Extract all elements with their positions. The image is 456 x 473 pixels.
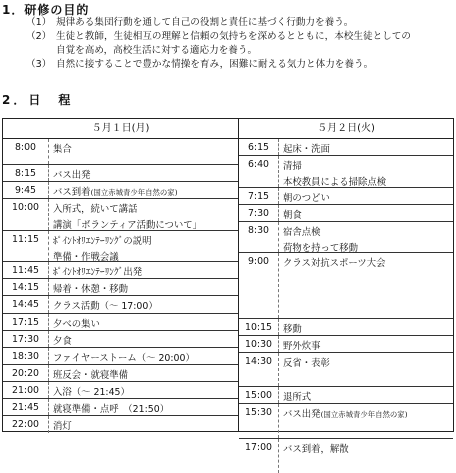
schedule-row [3, 382, 238, 399]
schedule-row [3, 165, 238, 182]
purpose-item-line: 自覚を高め，高校生活に対する適応力を養う。 [56, 45, 258, 56]
schedule-row [3, 314, 238, 331]
schedule-event-text: クラス対抗スポーツ大会 [283, 258, 386, 270]
schedule-event-note: (国立赤城青少年自然の家) [90, 188, 178, 198]
schedule-event-text: 講演「ボランティア活動について」 [53, 220, 203, 232]
schedule-event-text: 本校教員による掃除点検 [283, 177, 387, 189]
purpose-item-number: （1） [26, 17, 52, 28]
schedule-row [3, 399, 238, 416]
schedule-time: 9:00 [239, 253, 279, 318]
schedule-event-line [53, 202, 236, 218]
day-2-column [239, 139, 453, 455]
schedule-row [3, 279, 238, 296]
schedule-event [53, 199, 236, 234]
schedule-event-line [53, 142, 236, 158]
purpose-item-number: （2） [26, 31, 52, 42]
schedule-row [239, 336, 453, 353]
schedule-time: 21:45 [3, 399, 49, 415]
purpose-item-2 [0, 30, 456, 58]
schedule-time: 10:15 [239, 319, 279, 335]
schedule-row [239, 387, 453, 404]
schedule-row [239, 404, 453, 438]
schedule-event-text: 移動 [283, 323, 302, 335]
day-1-column [3, 139, 239, 431]
schedule-event-text: 入所式，続いて講話 [53, 204, 138, 216]
purpose-item-number: （3） [26, 59, 52, 70]
schedule-row [3, 365, 238, 382]
schedule-event-line [283, 225, 451, 241]
schedule-event-text: ファイヤーストーム（～ 20:00） [53, 352, 195, 364]
purpose-item-line: 規律ある集団行動を通して自己の役割と責任に基づく行動力を養う。 [56, 17, 354, 28]
schedule-event-text: ﾎﾟｲﾝﾄｵﾘｴﾝﾃｰﾘﾝｸﾞ出発 [53, 267, 143, 279]
day-1-header: ５月１日(月) [3, 119, 239, 139]
schedule-row [239, 205, 453, 222]
schedule-event [283, 156, 451, 191]
schedule-event-text: 荷物を持って移動 [283, 242, 359, 254]
schedule-event-text: 就寝準備・点呼 （21:50） [53, 404, 170, 416]
section-2-title: 2．日 程 [2, 93, 74, 107]
schedule-event-line [283, 407, 451, 423]
schedule-time: 17:15 [3, 314, 49, 330]
schedule-event-text: 朝食 [283, 209, 302, 221]
schedule-event-text: 反省・表彰 [283, 358, 330, 370]
schedule-event-text: 夕べの集い [53, 318, 100, 330]
schedule-time: 20:20 [3, 365, 49, 381]
schedule-event [283, 353, 451, 372]
section-1-title: 1．研修の目的 [2, 3, 90, 17]
schedule-time: 21:00 [3, 382, 49, 398]
schedule-event-text: 野外炊事 [283, 341, 321, 353]
schedule-event-text: 夕食 [53, 335, 72, 347]
schedule-time: 7:15 [239, 188, 279, 204]
schedule-event-line [283, 356, 451, 372]
schedule-row [3, 231, 238, 263]
schedule-event-line [283, 159, 451, 175]
schedule-time: 9:45 [3, 182, 49, 198]
schedule-event-text: 班反会・就寝準備 [53, 369, 129, 381]
schedule-time: 10:00 [3, 199, 49, 230]
schedule-event-text: 帰着・休憩・移動 [53, 284, 129, 296]
schedule-event [283, 222, 451, 257]
schedule-event-text: バス出発 [53, 170, 91, 182]
schedule-row [239, 156, 453, 188]
schedule-time: 14:15 [3, 279, 49, 295]
purpose-item-line: 自然に接することで豊かな情操を育み，困難に耐える気力と体力を養う。 [56, 59, 374, 70]
schedule-row [3, 296, 238, 313]
schedule-row [239, 319, 453, 336]
schedule-time: 10:30 [239, 336, 279, 352]
purpose-item-1 [0, 16, 456, 30]
schedule-event-line [283, 256, 451, 272]
schedule-time: 15:30 [239, 404, 279, 437]
schedule-event-text: バス出発 [283, 409, 321, 421]
schedule-event [53, 416, 236, 435]
schedule-time: 8:00 [3, 139, 49, 164]
schedule-time: 17:00 [239, 439, 279, 473]
schedule-event-text: 退所式 [283, 392, 312, 404]
schedule-row [3, 348, 238, 365]
schedule-event-text: ﾎﾟｲﾝﾄｵﾘｴﾝﾃｰﾘﾝｸﾞの説明 [53, 235, 152, 247]
schedule-time: 6:15 [239, 139, 279, 155]
schedule-event [283, 404, 451, 423]
schedule-time: 11:45 [3, 262, 49, 278]
schedule-event [283, 253, 451, 272]
schedule-time: 14:30 [239, 353, 279, 386]
schedule-event-note: (国立赤城青少年自然の家) [320, 410, 408, 420]
schedule-row [3, 139, 238, 165]
schedule-time: 8:15 [3, 165, 49, 181]
schedule-row [239, 139, 453, 156]
schedule-event [53, 231, 236, 266]
schedule-event-text: バス到着 [53, 187, 91, 199]
schedule-row [239, 439, 453, 473]
schedule-row [239, 353, 453, 387]
schedule-time: 17:30 [3, 331, 49, 347]
schedule-event-text: バス到着，解散 [283, 443, 349, 455]
day-2-header: ５月２日(火) [239, 119, 453, 139]
schedule-event-text: 朝のつどい [283, 192, 330, 204]
schedule-row [3, 262, 238, 279]
purpose-item-line: 生徒と教師，生徒相互の理解と信頼の気持ちを深めるとともに，本校生徒としての [56, 31, 411, 42]
schedule-time: 7:30 [239, 205, 279, 221]
schedule-time: 15:00 [239, 387, 279, 403]
schedule-event-text: クラス活動（～ 17:00） [53, 301, 158, 313]
schedule-event-text: 消灯 [53, 421, 72, 433]
schedule-time: 8:30 [239, 222, 279, 253]
schedule-table [2, 118, 454, 455]
schedule-time: 14:45 [3, 296, 49, 312]
schedule-event-line [283, 442, 451, 458]
schedule-event-line [53, 234, 236, 250]
purpose-list [0, 16, 456, 72]
schedule-event-text: 宿舎点検 [283, 226, 321, 238]
schedule-time: 18:30 [3, 348, 49, 364]
schedule-row [3, 182, 238, 199]
schedule-event-text: 入浴（～ 21:45） [53, 386, 130, 398]
schedule-time: 22:00 [3, 416, 49, 433]
schedule-event-text: 清掃 [283, 161, 302, 173]
schedule-time: 6:40 [239, 156, 279, 187]
schedule-row [3, 416, 238, 433]
schedule-row [239, 253, 453, 319]
schedule-event [53, 139, 236, 158]
schedule-row [239, 188, 453, 205]
schedule-time: 11:15 [3, 231, 49, 262]
schedule-event [283, 439, 451, 458]
schedule-event-text: 集合 [53, 144, 72, 155]
schedule-event-line [53, 419, 236, 435]
schedule-row [239, 222, 453, 254]
schedule-row [3, 331, 238, 348]
schedule-row [3, 199, 238, 231]
purpose-item-3 [0, 58, 456, 72]
schedule-event-text: 準備・作戦会議 [53, 251, 119, 263]
schedule-event-text: 起床・洗面 [283, 144, 330, 155]
